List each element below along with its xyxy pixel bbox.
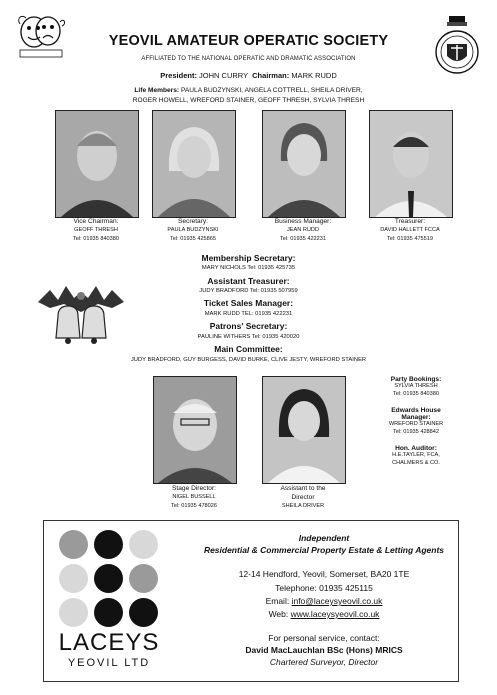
caption-secretary [137,217,249,244]
party-bookings-tel: Tel: 01935 840380 [392,390,440,397]
edwards-house-title-2: Manager: [401,414,431,421]
ticket-sales-line: MARK RUDD TEL: 01935 422231 [204,311,293,317]
phone-number: Tel: 01935 475519 [386,236,434,242]
laceys-advert [43,520,459,682]
caption-assistant-director [247,484,359,511]
phone-number: Tel: 01935 422231 [279,236,327,242]
person-name: PAULA BUDZYNSKI [167,227,219,233]
ad-web-line [199,609,449,619]
society-title: YEOVIL AMATEUR OPERATIC SOCIETY [108,33,389,49]
email-link[interactable]: info@laceysyeovil.co.uk [291,596,383,606]
membership-secretary-line: MARY NICHOLS Tel: 01935 425735 [201,265,296,271]
ad-service: For personal service, contact: [268,633,380,643]
role-label: Treasurer: [394,218,426,225]
email-label: Email: [265,596,290,606]
role-label: Business Manager: [274,218,332,225]
edwards-house-title: Edwards House [391,407,441,414]
person-name: DAVID HALLETT FCCA [380,227,440,233]
role-label-2: Director [291,494,315,501]
photo-assistant-director [262,376,346,484]
photo-secretary [152,110,236,218]
assistant-treasurer-line: JUDY BRADFORD Tel: 01935 507959 [199,288,298,294]
photo-business-manager [262,110,346,218]
caption-vice-chairman [40,217,152,244]
caption-business-manager [247,217,359,244]
chairman-name: MARK RUDD [291,71,337,80]
ad-tag1: Independent [298,533,350,543]
affiliation-line: AFFILIATED TO THE NATIONAL OPERATIC AND DRAMATIC ASSOCIATION [141,56,356,62]
photo-stage-director [153,376,237,484]
life-members-line1: PAULA BUDZYNSKI, ANGELA COTTRELL, SHEILA DRIVER, [180,87,363,94]
life-members-label: Life Members: [134,87,180,94]
ad-telephone: Telephone: 01935 425115 [275,583,373,593]
chairman-label: Chairman: [252,71,290,80]
ad-contact-title: Chartered Surveyor, Director [269,657,379,667]
ad-contact: David MacLauchlan BSc (Hons) MRICS [245,645,403,655]
membership-secretary-title: Membership Secretary: [201,253,296,263]
main-committee-title: Main Committee: [214,344,283,354]
ad-tag2: Residential & Commercial Property Estate & Letting Agents [203,545,445,555]
auditor-title: Hon. Auditor: [395,445,437,452]
ticket-sales-title: Ticket Sales Manager: [203,298,294,308]
phone-number: Tel: 01935 840380 [72,236,120,242]
life-members-line2: ROGER HOWELL, WREFORD STAINER, GEOFF THRESH, SYLVIA THRESH [132,97,365,104]
main-committee-line: JUDY BRADFORD, GUY BURGESS, DAVID BURKE, CLIVE JESTY, WREFORD STAINER [130,357,367,363]
photo-vice-chairman [55,110,139,218]
edwards-house-tel: Tel: 01935 428842 [392,428,440,435]
role-label: Stage Director: [172,485,216,492]
side-info [366,376,466,467]
role-label: Assistant to the [280,485,326,492]
president-label: President: [160,71,197,80]
phone-number: Tel: 01935 425865 [169,236,217,242]
party-bookings-name: SYLVIA THRESH [394,383,438,389]
photo-treasurer [369,110,453,218]
caption-treasurer [354,217,466,244]
patrons-secretary-line: PAULINE WITHERS Tel: 01935 420020 [197,334,300,340]
ad-email-line [199,596,449,606]
edwards-house-name: WREFORD STAINER [388,421,444,427]
person-name: GEOFF THRESH [74,227,118,233]
patrons-secretary-title: Patrons' Secretary: [209,321,288,331]
phone-number: Tel: 01935 478026 [170,503,218,509]
auditor-line1: H.E.TAYLER, FCA, [392,452,440,458]
role-label: Secretary: [177,218,209,225]
web-link[interactable]: www.laceysyeovil.co.uk [290,609,380,619]
life-members [0,86,497,106]
laceys-brand-sub: YEOVIL LTD [67,657,151,669]
president-chairman-line [0,71,497,80]
laceys-brand: LACEYS [58,629,160,656]
role-label: Vice Chairman: [73,218,119,225]
person-name: JEAN RUDD [286,227,319,233]
assistant-treasurer-title: Assistant Treasurer: [207,276,290,286]
web-label: Web: [268,609,289,619]
caption-stage-director [138,484,250,511]
president-name: JOHN CURRY [199,71,248,80]
person-name: NIGEL BUSSELL [172,494,216,500]
party-bookings-title: Party Bookings: [390,376,442,383]
person-name: SHEILA DRIVER [281,503,325,509]
auditor-line2: CHALMERS & CO. [392,459,440,466]
ad-address: 12-14 Hendford, Yeovil, Somerset, BA20 1TE [238,569,410,579]
